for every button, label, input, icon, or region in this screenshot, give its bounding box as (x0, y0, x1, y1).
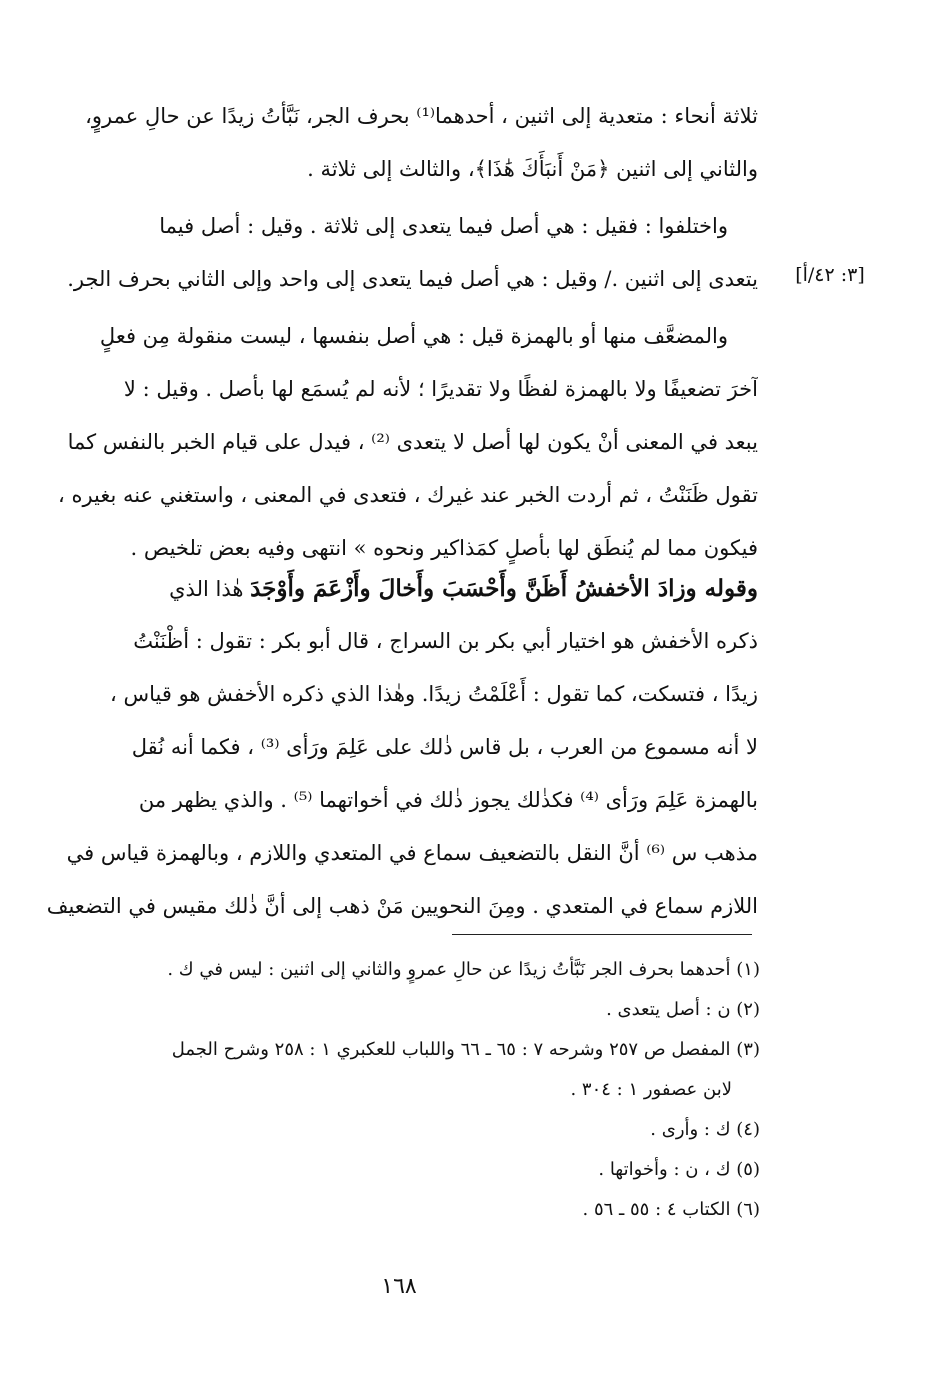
footnote: (٣) المفصل ص ٢٥٧ وشرحه ٧ : ٦٥ ـ ٦٦ واللباب للعكبري ١ : ٢٥٨ وشرح الجمل (171, 1039, 760, 1060)
text-line: تقول ظَنَنْتُ ، ثم أردت الخبر عند غيرك ، فتعدى في المعنى ، واستغني عنه بغيره ، (58, 483, 758, 507)
text-line: ذكره الأخفش هو اختيار أبي بكر بن السراج ، قال أبو بكر : تقول : أظْنَنْتُ (133, 629, 758, 653)
paragraph-2 (46, 200, 758, 306)
text-line: اللازم سماع في المتعدي . ومِنَ النحويين مَنْ ذهب إلى أنَّ ذٰلك مقيس في التضعيف (46, 894, 758, 918)
text-line: زيدًا ، فتسكت، كما تقول : أَعْلَمْتُ زيدًا. وهٰذا الذي ذكره الأخفش هو قياس ، (110, 682, 758, 706)
text-line: والثاني إلى اثنين ﴿مَنْ أَنبَأَكَ هَٰذَا﴾، والثالث إلى ثلاثة . (307, 157, 758, 181)
text-line: فيكون مما لم يُنطَق لها بأصلٍ كمَذاكير ونحوه » انتهى وفيه بعض تلخيص . (130, 536, 758, 560)
footnote-continuation: لابن عصفور ١ : ٣٠٤ . (570, 1079, 732, 1100)
text-run: هٰذا الذي (169, 577, 251, 601)
bold-quoted-text: وقوله وزادَ الأخفشُ أَظَنَّ وأَحْسَبَ وأَخالَ وأَزْعَمَ وأَوْجَدَ (250, 575, 758, 602)
footnote-divider (452, 934, 752, 935)
text-line: يبعد في المعنى أنْ يكون لها أصل لا يتعدى ⁽²⁾ ، فيدل على قيام الخبر بالنفس كما (67, 430, 758, 454)
page-number: ١٦٨ (381, 1274, 417, 1299)
text-line: مذهب س ⁽⁶⁾ أنَّ النقل بالتضعيف سماع في المتعدي واللازم ، وبالهمزة قياس في (66, 841, 758, 865)
footnote: (٤) ك : وأرى . (650, 1119, 760, 1140)
text-line: والمضعَّف منها أو بالهمزة قيل : هي أصل بنفسها ، ليست منقولة مِن فعلٍ (99, 324, 728, 348)
footnotes (40, 950, 760, 1230)
footnote: (٥) ك ، ن : وأخواتها . (598, 1159, 760, 1180)
paragraph-1 (46, 90, 758, 196)
text-line (46, 562, 758, 615)
footnote: (٢) ن : أصل يتعدى . (606, 999, 760, 1020)
text-line: يتعدى إلى اثنين ./ وقيل : هي أصل فيما يتعدى إلى واحد وإلى الثاني بحرف الجر. (67, 267, 758, 291)
text-line: ثلاثة أنحاء : متعدية إلى اثنين ، أحدهما⁽¹⁾ بحرف الجر، نَبَّأتُ زيدًا عن حالِ عمروٍ، (85, 104, 758, 128)
footnote: (٦) الكتاب ٤ : ٥٥ ـ ٥٦ . (582, 1199, 760, 1220)
paragraph-4 (46, 562, 758, 933)
paragraph-3 (46, 310, 758, 575)
text-line: لا أنه مسموع من العرب ، بل قاس ذٰلك على عَلِمَ ورَأى ⁽³⁾ ، فكما أنه نُقل (131, 735, 758, 759)
footnote: (١) أحدهما بحرف الجر نَبَّأتُ زيدًا عن حالِ عمروٍ والثاني إلى اثنين : ليس في ك . (167, 959, 760, 980)
text-line: واختلفوا : فقيل : هي أصل فيما يتعدى إلى ثلاثة . وقيل : أصل فيما (159, 214, 728, 238)
margin-manuscript-ref: [٣: ٤٢/أ] (795, 264, 865, 286)
text-line: بالهمزة عَلِمَ ورَأى ⁽⁴⁾ فكذٰلك يجوز ذٰلك في أخواتهما ⁽⁵⁾ . والذي يظهر من (138, 788, 758, 812)
text-line: آخرَ تضعيفًا ولا بالهمزة لفظًا ولا تقديرًا ؛ لأنه لم يُسمَع لها بأصل . وقيل : لا (123, 377, 758, 401)
